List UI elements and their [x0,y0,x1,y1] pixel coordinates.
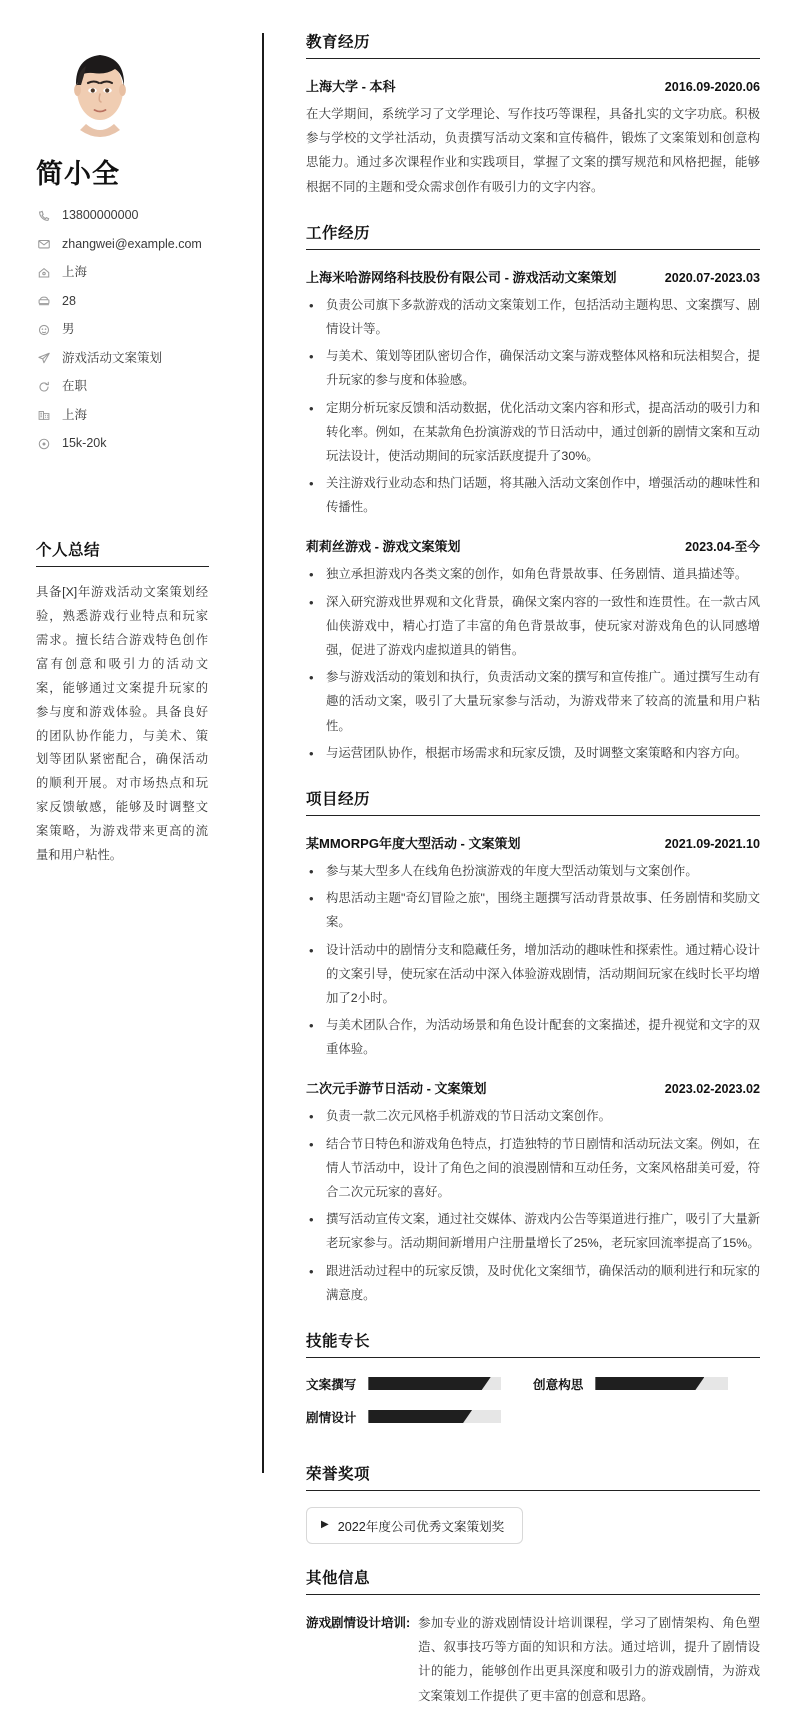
entry-date: 2023.04-至今 [685,540,760,555]
project-entry [306,833,760,1062]
work-heading: 工作经历 [306,221,760,250]
page-title: 简小全 [36,159,120,189]
home-icon [36,265,52,281]
entry-title: 上海大学 - 本科 [306,79,396,94]
photo-container [36,28,236,148]
skill-progress-fill [368,1410,472,1423]
entry-date: 2021.09-2021.10 [664,836,760,851]
other-info-label: 游戏剧情设计培训: [306,1615,411,1630]
contact-item-salary [36,436,236,452]
phone-icon [36,208,52,224]
summary-section [36,538,236,869]
skills-section [306,1329,760,1440]
envelope-icon [36,236,52,252]
contact-value: 男 [62,322,75,337]
entry-title: 某MMORPG年度大型活动 - 文案策划 [306,835,521,851]
contact-value: 上海 [62,407,88,422]
honor-list [306,1507,760,1544]
list-item: • 负责公司旗下多款游戏的活动文案策划工作，包括活动主题构思、文案撰写、剧情设计等。 [306,293,760,341]
skill-progress-track [595,1377,728,1390]
projects-section [306,787,760,1307]
skill-label: 创意构思 [533,1377,584,1392]
skill-progress-fill [368,1377,490,1390]
work-entry [306,267,760,520]
entry-title: 上海米哈游网络科技股份有限公司 - 游戏活动文案策划 [306,269,617,285]
contact-item-status [36,379,236,395]
status-badge [306,1507,523,1544]
summary-heading: 个人总结 [36,538,209,567]
paper-plane-icon [36,350,52,366]
play-triangle-icon: ▶ [321,1519,329,1531]
skills-grid [306,1374,760,1440]
entry-header [306,536,760,555]
list-item: • 结合节日特色和游戏角色特点，打造独特的节日剧情和活动玩法文案。例如，在情人节活动中，设计了角色之间的浪漫剧情和互动任务，文案风格甜美可爱，符合二次元玩家的喜好。 [306,1132,760,1205]
list-item: • 与美术、策划等团队密切合作，确保活动文案与游戏整体风格和玩法相契合，提升玩家的参与度和体验感。 [306,344,760,392]
entry-title: 莉莉丝游戏 - 游戏文案策划 [306,539,461,555]
skill-label: 文案撰写 [306,1377,357,1392]
list-item: • 独立承担游戏内各类文案的创作，如角色背景故事、任务剧情、道具描述等。 [306,562,760,586]
portrait-illustration [62,28,138,148]
list-item: • 撰写活动宣传文案，通过社交媒体、游戏内公告等渠道进行推广，吸引了大量新老玩家参与。活动期间新增用户注册量增长了25%，老玩家回流率提高了15%。 [306,1207,760,1255]
contact-item-phone [36,208,236,224]
other-info-row [306,1611,760,1708]
contact-item-gender [36,322,236,338]
honors-section [306,1462,760,1544]
list-item: • 与运营团队协作，根据市场需求和玩家反馈，及时调整文案策略和内容方向。 [306,741,760,765]
entry-header [306,267,760,286]
bullet-list [306,1104,760,1307]
work-section [306,221,760,765]
target-icon [36,436,52,452]
bullet-list [306,859,760,1062]
building-icon [36,407,52,423]
list-item: • 构思活动主题"奇幻冒险之旅"，围绕主题撰写活动背景故事、任务剧情和奖励文案。 [306,886,760,934]
refresh-icon [36,379,52,395]
entry-header [306,833,760,852]
list-item: • 负责一款二次元风格手机游戏的节日活动文案创作。 [306,1104,760,1128]
skill-progress-track [368,1410,501,1423]
other-info-value: 参加专业的游戏剧情设计培训课程，学习了剧情架构、角色塑造、叙事技巧等方面的知识和方法。通过培训，提升了剧情设计的能力，能够创作出更具深度和吸引力的游戏剧情，为游戏文案策划工作提供了更丰富的创意和思路。 [418,1615,760,1703]
entry-date: 2020.07-2023.03 [664,270,760,285]
contact-value: zhangwei@example.com [62,236,202,251]
honor-label: 2022年度公司优秀文案策划奖 [337,1519,505,1534]
bullet-list [306,293,760,520]
contact-value: 28 [62,293,76,308]
skill-progress-fill [595,1377,704,1390]
education-heading: 教育经历 [306,30,760,59]
list-item: • 深入研究游戏世界观和文化背景，确保文案内容的一致性和连贯性。在一款古风仙侠游戏中，精心打造了丰富的角色背景故事，使玩家对游戏角色的认同感增强，促进了游戏内虚拟道具的销售。 [306,590,760,663]
gender-icon [36,322,52,338]
entry-title: 二次元手游节日活动 - 文案策划 [306,1081,487,1097]
portrait-photo [62,28,138,148]
entry-header [306,1078,760,1097]
education-section [306,30,760,199]
main-column [262,0,794,1730]
work-entry [306,536,760,765]
honors-heading: 荣誉奖项 [306,1462,760,1491]
entry-header [306,76,760,95]
skill-progress-track [368,1377,501,1390]
bullet-list [306,562,760,765]
contact-value: 游戏活动文案策划 [62,350,163,365]
contact-value: 15k-20k [62,436,107,451]
contact-item-age [36,293,236,309]
list-item: • 参与游戏活动的策划和执行，负责活动文案的撰写和宣传推广。通过撰写生动有趣的活动文案，吸引了大量玩家参与活动，为游戏带来了较高的流量和用户粘性。 [306,665,760,738]
contact-item-email [36,236,236,252]
column-divider [262,33,264,1473]
contact-list [36,208,236,452]
skills-heading: 技能专长 [306,1329,760,1358]
skill-item [306,1407,533,1426]
list-item: • 与美术团队合作，为活动场景和角色设计配套的文案描述，提升视觉和文字的双重体验。 [306,1013,760,1061]
list-item: • 设计活动中的剧情分支和隐藏任务，增加活动的趣味性和探索性。通过精心设计的文案引导，使玩家在活动中深入体验游戏剧情，活动期间玩家在线时长平均增加了2小时。 [306,938,760,1011]
contact-value: 13800000000 [62,208,139,223]
contact-item-hometown [36,265,236,281]
list-item: • 参与某大型多人在线角色扮演游戏的年度大型活动策划与文案创作。 [306,859,760,883]
skill-item [306,1374,533,1393]
entry-date: 2023.02-2023.02 [664,1082,760,1097]
entry-description: 在大学期间，系统学习了文学理论、写作技巧等课程，具备扎实的文字功底。积极参与学校的文学社活动，负责撰写活动文案和宣传稿件，锻炼了文案策划和创意构思能力。通过多次课程作业和实践项目，掌握了文案的撰写规范和风格把握，能够根据不同的主题和受众需求创作有吸引力的文字内容。 [306,107,760,194]
sidebar [0,0,262,1730]
id-card-icon [36,293,52,309]
skill-label: 剧情设计 [306,1410,357,1425]
other-info-heading: 其他信息 [306,1566,760,1595]
skill-item [533,1374,760,1393]
other-info-section [306,1566,760,1708]
summary-text: 具备[X]年游戏活动文案策划经验，熟悉游戏行业特点和玩家需求。擅长结合游戏特色创作富有创意和吸引力的活动文案，能够通过文案提升玩家的参与度和游戏体验。具备良好的团队协作能力，与美术、策划等团队紧密配合，确保活动的顺利开展。对市场热点和玩家反馈敏感，能够及时调整文案策略，为游戏带来更高的流量和用户粘性。 [36,584,208,863]
list-item: • 跟进活动过程中的玩家反馈，及时优化文案细节，确保活动的顺利进行和玩家的满意度。 [306,1259,760,1307]
contact-value: 在职 [62,379,88,394]
contact-item-city [36,407,236,423]
project-entry [306,1078,760,1307]
projects-heading: 项目经历 [306,787,760,816]
contact-item-position [36,350,236,366]
contact-value: 上海 [62,265,88,280]
list-item: • 关注游戏行业动态和热门话题，将其融入活动文案创作中，增强活动的趣味性和传播性。 [306,471,760,519]
list-item: • 定期分析玩家反馈和活动数据，优化活动文案内容和形式，提高活动的吸引力和转化率。例如，在某款角色扮演游戏的节日活动中，通过创新的剧情文案和互动玩法设计，使活动期间的玩家活跃度提升了30%。 [306,396,760,469]
entry-date: 2016.09-2020.06 [664,80,760,94]
education-entry [306,76,760,199]
